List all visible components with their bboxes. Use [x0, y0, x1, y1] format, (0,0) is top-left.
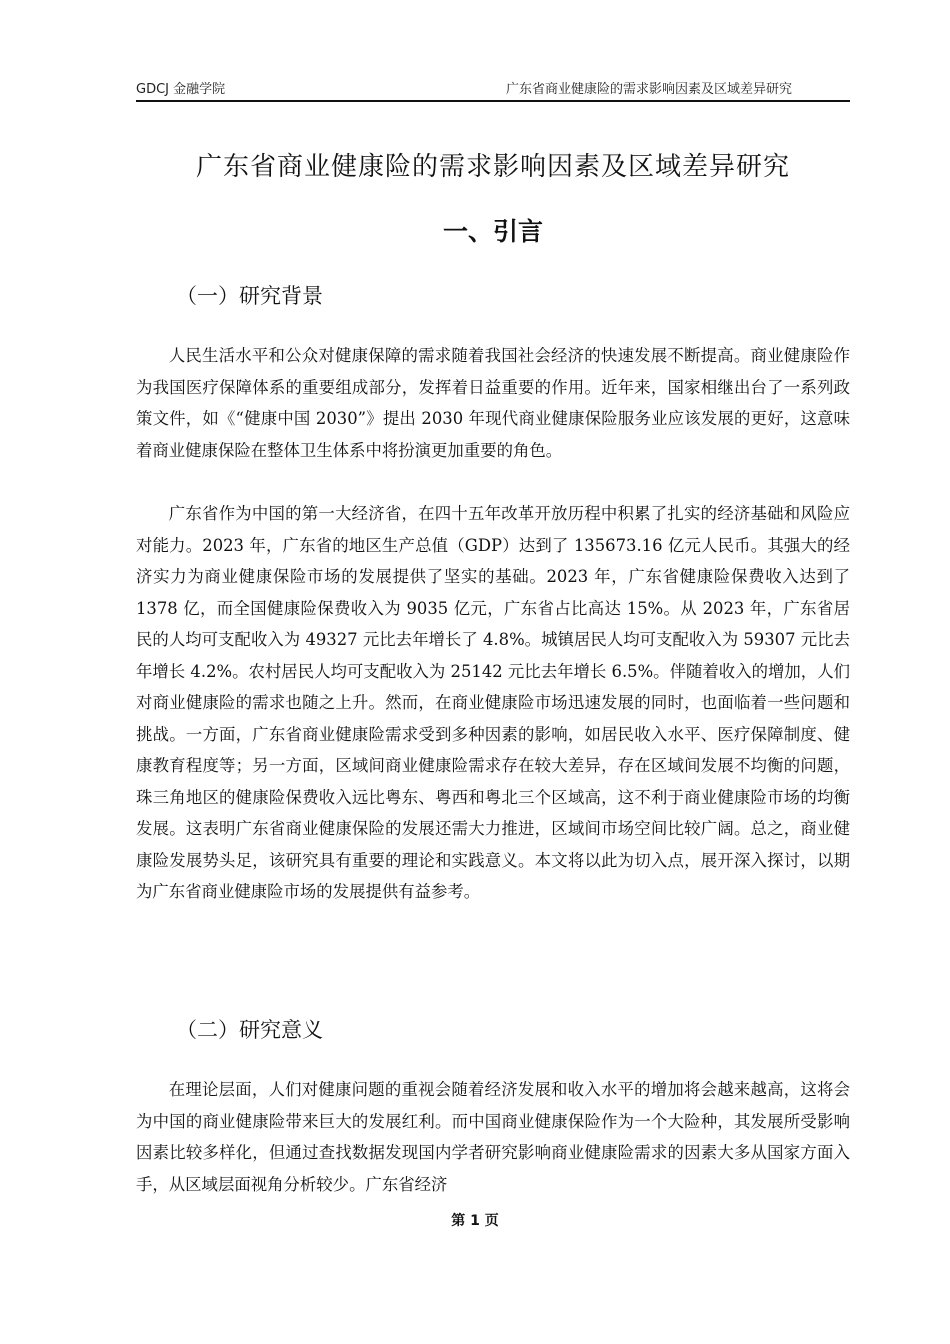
paragraph-background-1: 人民生活水平和公众对健康保障的需求随着我国社会经济的快速发展不断提高。商业健康险作为我国医疗保障体系的重要组成部分，发挥着日益重要的作用。近年来，国家相继出台了一系列政策文件，如《“健康中国 2030”》提出 2030 年现代商业健康保险服务业应该发展的更好，这意味着商业健康保险在整体卫生体系中将扮演更加重要的角色。: [136, 346, 850, 460]
subsection-heading-background: （一）研究背景: [176, 284, 323, 308]
header-divider: [136, 100, 850, 102]
subsection-heading-significance: （二）研究意义: [176, 1018, 323, 1042]
paragraph-significance-1: 在理论层面，人们对健康问题的重视会随着经济发展和收入水平的增加将会越来越高，这将会为中国的商业健康险带来巨大的发展红利。而中国商业健康保险作为一个大险种，其发展所受影响因素比较多样化，但通过查找数据发现国内学者研究影响商业健康险需求的因素大多从国家方面入手，从区域层面视角分析较少。广东省经济: [136, 1080, 850, 1194]
document-title: 广东省商业健康险的需求影响因素及区域差异研究: [195, 152, 790, 182]
header-institution: GDCJ 金融学院: [136, 82, 226, 97]
header-running-title: 广东省商业健康险的需求影响因素及区域差异研究: [505, 82, 792, 97]
paragraph-background-2: 广东省作为中国的第一大经济省，在四十五年改革开放历程中积累了扎实的经济基础和风险应对能力。2023 年，广东省的地区生产总值（GDP）达到了 135673.16 亿元人民币。其强大的经济实力为商业健康保险市场的发展提供了坚实的基础。2023 年，广东省健康险保费收入达到了 1378 亿，而全国健康险保费收入为 9035 亿元，广东省占比高达 15%。从 2023 年，广东省居民的人均可支配收入为 49327 元比去年增长了 4.8%。城镇居民人均可支配收入为 59307 元比去年增长 4.2%。农村居民人均可支配收入为 25142 元比去年增长 6.5%。伴随着收入的增加，人们对商业健康险的需求也随之上升。然而，在商业健康险市场迅速发展的同时，也面临着一些问题和挑战。一方面，广东省商业健康险需求受到多种因素的影响，如居民收入水平、医疗保障制度、健康教育程度等；另一方面，区域间商业健康险需求存在较大差异，存在区域间发展不均衡的问题，珠三角地区的健康险保费收入远比粤东、粤西和粤北三个区域高，这不利于商业健康险市场的均衡发展。这表明广东省商业健康保险的发展还需大力推进，区域间市场空间比较广阔。总之，商业健康险发展势头足，该研究具有重要的理论和实践意义。本文将以此为切入点，展开深入探讨，以期为广东省商业健康险市场的发展提供有益参考。: [136, 504, 850, 901]
section-heading-introduction: 一、引言: [442, 217, 543, 246]
page-number: 第 1 页: [451, 1213, 499, 1229]
page-header: [136, 78, 850, 100]
